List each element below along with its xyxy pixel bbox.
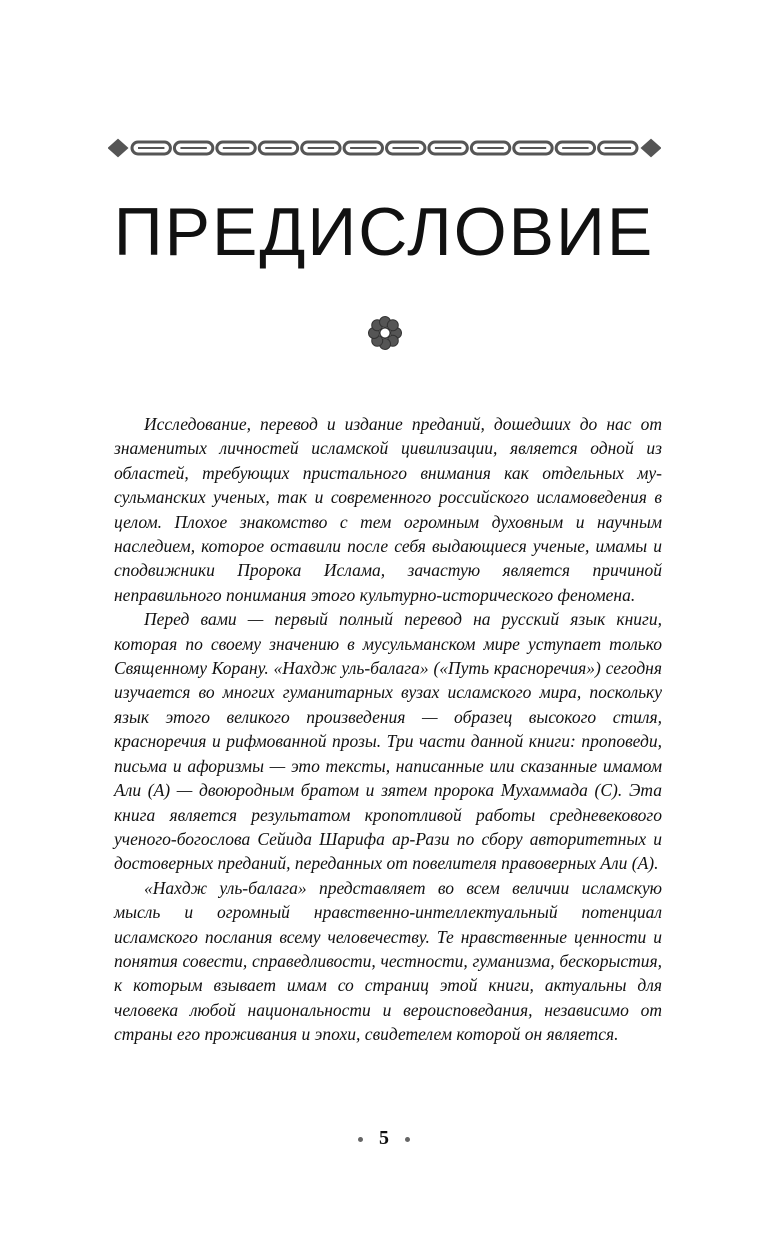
preface-text — [114, 412, 662, 1047]
bullet-icon — [358, 1137, 363, 1142]
flower-ornament-icon — [366, 314, 404, 352]
page-number: 5 — [379, 1127, 389, 1149]
paragraph-1: Исследование, перевод и издание преданий, дошедших до нас от знаменитых личностей исламской цивилизации, является одной из областей, требующих пристального внимания как отдельных мусульманских ученых, так и современного российского исламоведения в целом. Плохое знакомство с тем огромным духовным и научным наследием, которое оставили после себя выдающиеся ученые, имамы и сподвижники Пророка Ислама, зачастую является причиной неправильного понимания этого культурно-исторического феномена. — [114, 414, 662, 605]
chain-border-ornament-icon — [108, 137, 661, 159]
paragraph-2: Перед вами — первый полный перевод на русский язык книги, которая по своему значению в мусульманском мире уступает только Священному Корану. «Нахдж уль-балага» («Путь красноречия») сегодня изучается во многих гуманитарных вузах исламского мира, поскольку язык этого великого произведения — образец высокого стиля, красноречия и рифмованной прозы. Три части данной книги: проповеди, письма и афоризмы — это тексты, написанные или сказанные имамом Али (А) — двоюродным братом и зятем пророка Мухаммада (С). Эта книга является результатом кропотливой работы средневекового ученого-богослова Сейида Шарифа ар-Рази по сбору авторитетных и достоверных преданий, переданных от повелителя правоверных Али (А). — [114, 609, 662, 874]
bullet-icon — [405, 1137, 410, 1142]
page-title: ПРЕДИСЛОВИЕ — [113, 194, 655, 270]
page-footer — [0, 1124, 768, 1152]
paragraph-3: «Нахдж уль-балага» представляет во всем величии исламскую мысль и огромный нравственно-интеллектуальный потенциал исламского послания всему человечеству. Те нравственные ценности и понятия совести, справедливости, честности, гуманизма, бескорыстия, к которым взывает имам со страниц этой книги, актуальны для человека любой национальности и вероисповедания, независимо от страны его проживания и эпохи, свидетелем которой он является. — [114, 877, 662, 1045]
